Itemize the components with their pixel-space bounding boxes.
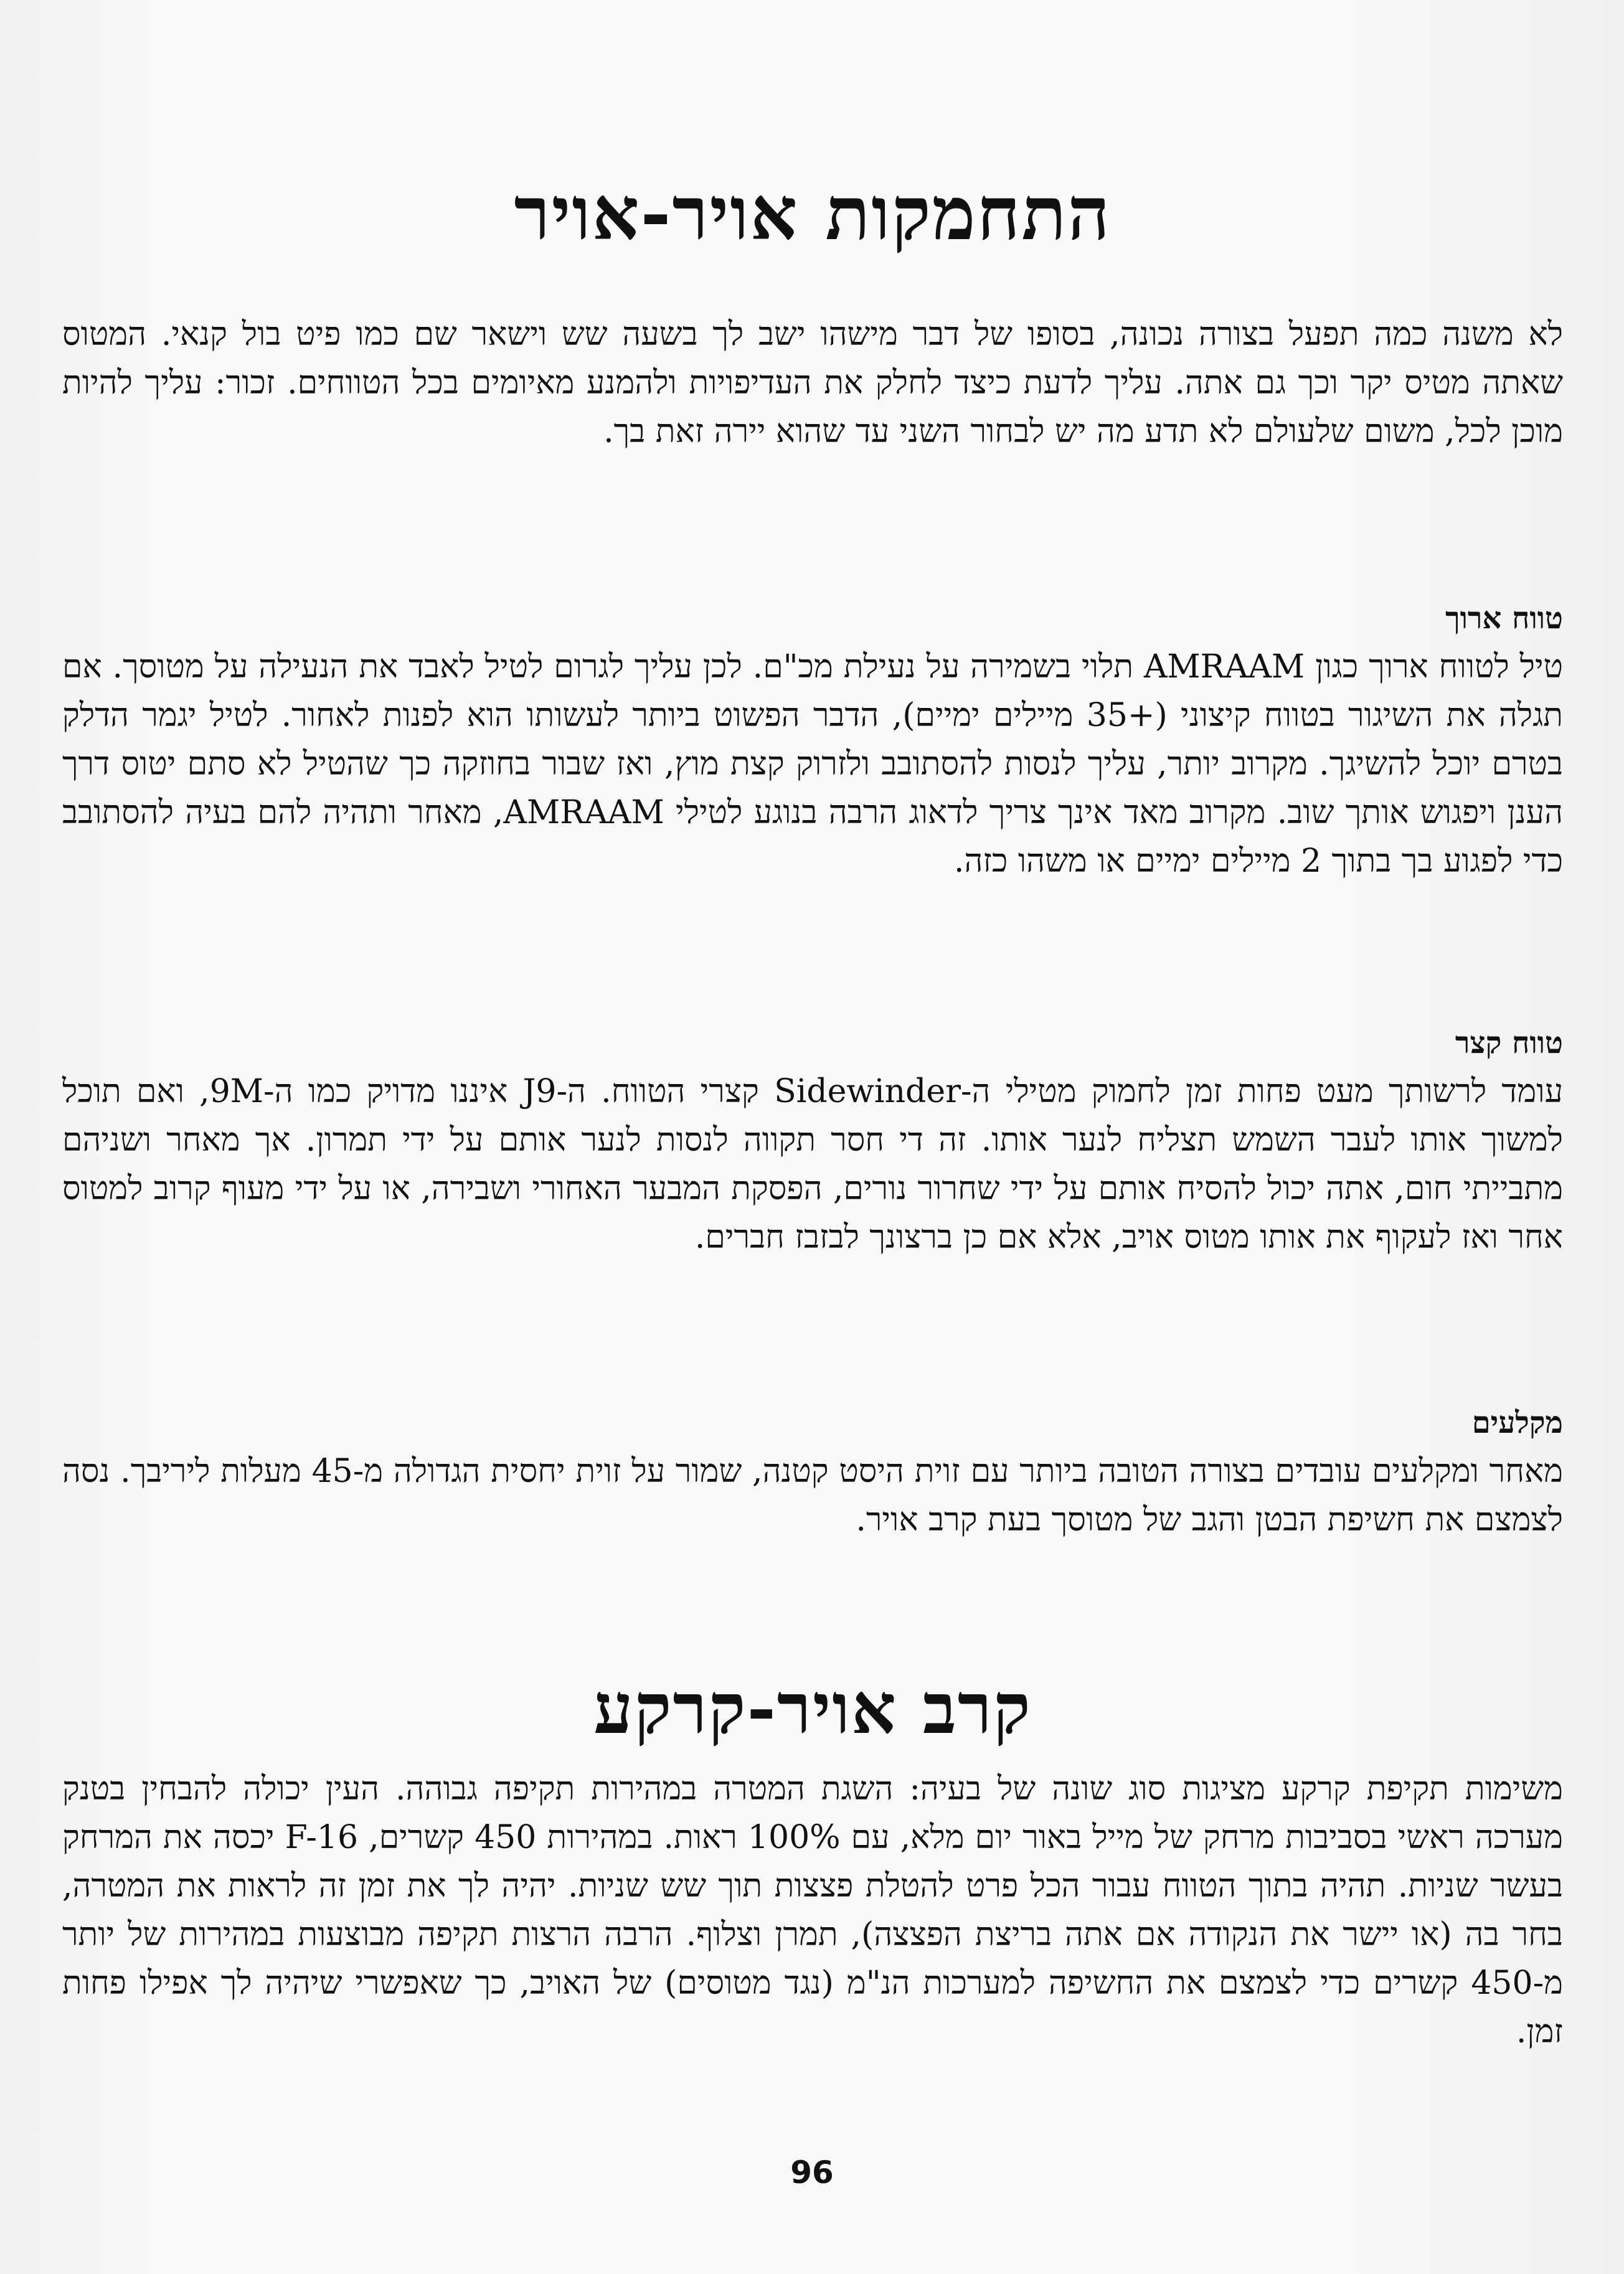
section-guns [62,1401,1563,1544]
intro-paragraph-block [62,310,1563,456]
section-body-short-range: עומד לרשותך מעט פחות זמן לחמוק מטילי ה-Sidewinder קצרי הטווח. ה-J9 איננו מדויק כמו ה-9M, ואם תוכל למשוך אותו לעבר השמש תצליח לנער אותו. זה די חסר תקווה לנסות לנער אותם על ידי תמרון. אך מאחר ושניהם מתבייתי חום, אתה יכול להסיח אותם על ידי שחרור נורים, הפסקת המבער האחורי ושבירה, או על ידי מעוף קרוב למטוס אחר ואז לעקוף את אותו מטוס אויב, אלא אם כן ברצונך לבזבז חברים. [62,1073,1563,1256]
page-number: 96 [790,2154,834,2191]
main-title: התחמקות אויר-אויר [514,170,1112,257]
section-long-range [62,597,1563,885]
section-heading-guns: מקלעים [1471,1405,1563,1440]
intro-paragraph: לא משנה כמה תפעל בצורה נכונה, בסופו של דבר מישהו ישב לך בשעה שש וישאר שם כמו פיט בול קנאי. המטוס שאתה מטיס יקר וכך גם אתה. עליך לדעת כיצד לחלק את העדיפויות ולהמנע מאיומים בכל הטווחים. זכור: עליך להיות מוכן לכל, משום שלעולם לא תדע מה יש לבחור השני עד שהוא יירה זאת בך. [62,316,1563,450]
section-body-long-range: טיל לטווח ארוך כגון AMRAAM תלוי בשמירה על נעילת מכ"ם. לכן עליך לגרום לטיל לאבד את הנעילה על מטוסך. אם תגלה את השיגור בטווח קיצוני (+35 מיילים ימיים), הדבר הפשוט ביותר לעשותו הוא לפנות לאחור. לטיל יגמר הדלק בטרם יוכל להשיגך. מקרוב יותר, עליך לנסות להסתובב ולזרוק קצת מוץ, ואז שבור בחוזקה כך שהטיל לא סתם יטוס דרך הענן ויפגוש אותך שוב. מקרוב מאד אינך צריך לדאוג הרבה בנוגע לטילי AMRAAM, מאחר ותהיה להם בעיה להסתובב כדי לפגוע בך בתוך 2 מיילים ימיים או משהו כזה. [62,648,1564,880]
section-short-range [62,1021,1563,1262]
section-air-to-ground [62,1765,1563,2056]
air-to-ground-paragraph: משימות תקיפת קרקע מציגות סוג שונה של בעיה: השגת המטרה במהירות תקיפה גבוהה. העין יכולה להבחין בטנק מערכה ראשי בסביבות מרחק של מייל באור יום מלא, עם 100% ראות. במהירות 450 קשרים, F-16 יכסה את המרחק בעשר שניות. תהיה בתוך הטווח עבור הכל פרט להטלת פצצות תוך שש שניות. יהיה לך את זמן זה לראות את המטרה, בחר בה (או יישר את הנקודה אם אתה בריצת הפצצה), תמרן וצלוף. הרבה הרצות תקיפה מבוצעות במהירות של יותר מ-450 קשרים כדי לצמצם את החשיפה למערכות הנ"מ (נגד מטוסים) של האויב, כך שאפשרי שיהיה לך אפילו פחות זמן. [62,1770,1563,2050]
section-heading-long-range: טווח ארוך [1445,601,1563,636]
section-heading-short-range: טווח קצר [1455,1026,1563,1060]
section-body-guns: מאחר ומקלעים עובדים בצורה הטובה ביותר עם זוית היסט קטנה, שמור על זוית יחסית הגדולה מ-45 מעלות ליריבך. נסה לצמצם את חשיפת הבטן והגב של מטוסך בעת קרב אויר. [62,1453,1563,1539]
second-title: קרב אויר-קרקע [593,1668,1032,1750]
